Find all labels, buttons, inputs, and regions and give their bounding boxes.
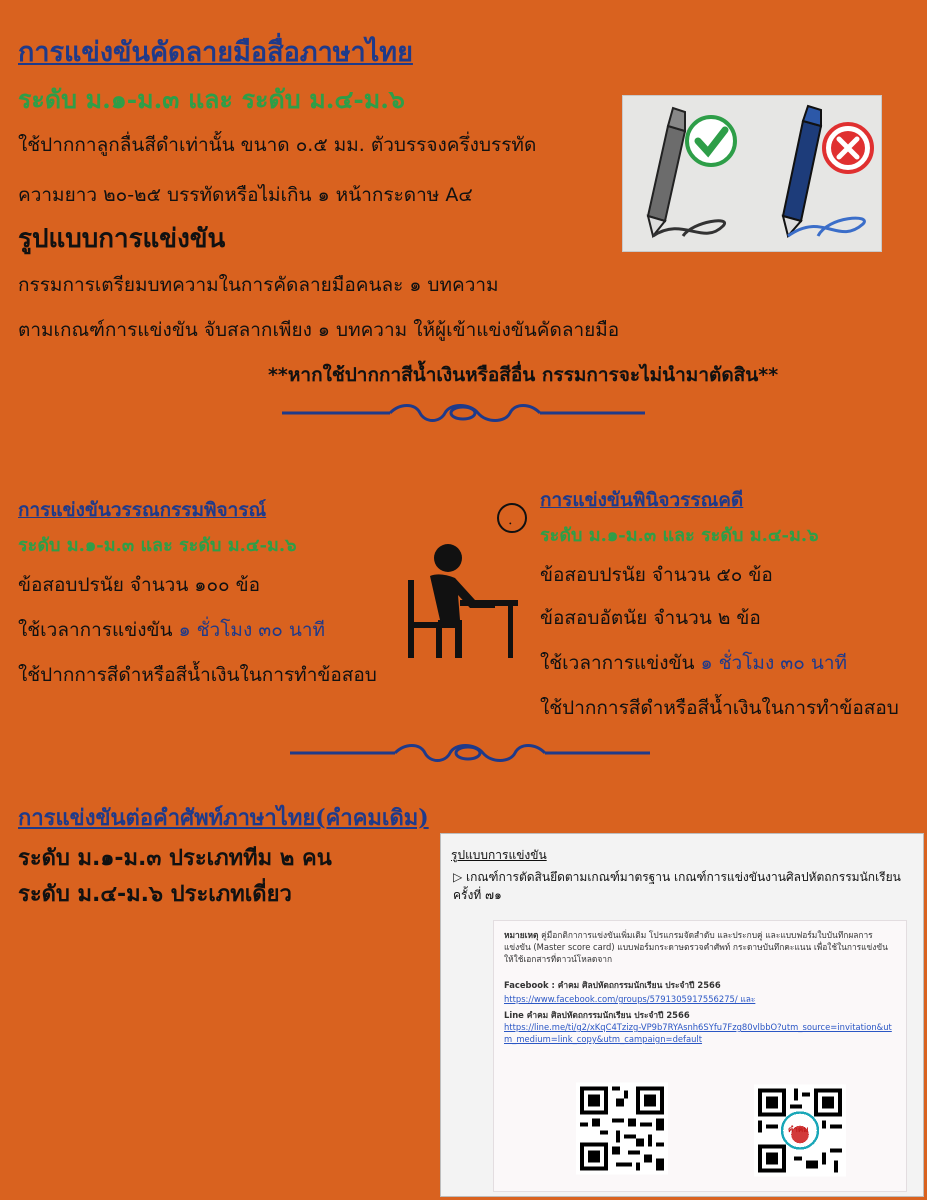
section1-length-rule: ความยาว ๒๐-๒๕ บรรทัดหรือไม่เกิน ๑ หน้ากระดาษ A๔ — [18, 184, 473, 206]
section3-time-value: ๑ ชั่วโมง ๓๐ นาที — [700, 652, 848, 674]
section3-time-label: ใช้เวลาการแข่งขัน — [540, 652, 701, 674]
section2-time-label: ใช้เวลาการแข่งขัน — [18, 619, 179, 641]
section2-objective-questions: ข้อสอบปรนัย จำนวน ๑๐๐ ข้อ — [18, 574, 261, 596]
section3-subjective-questions: ข้อสอบอัตนัย จำนวน ๒ ข้อ — [540, 607, 761, 629]
section1-format-heading: รูปแบบการแข่งขัน — [18, 224, 226, 254]
pen-illustration — [622, 95, 882, 252]
check-icon — [687, 117, 735, 165]
section1-warning-note: **หากใช้ปากกาสีน้ำเงินหรือสีอื่น กรรมการจะไม่นำมาตัดสิน** — [268, 364, 779, 386]
facebook-link[interactable]: https://www.facebook.com/groups/579130591755627​5/ และ — [504, 994, 756, 1004]
section2-title: การแข่งขันวรรณกรรมพิจารณ์ — [18, 499, 267, 521]
section3-marker — [497, 503, 527, 533]
section2-time — [18, 615, 325, 645]
note-label: หมายเหตุ — [504, 930, 539, 940]
section1-format-line2: ตามเกณฑ์การแข่งขัน จับสลากเพียง ๑ บทความ ให้ผู้เข้าแข่งขันคัดลายมือ — [18, 319, 620, 341]
section2-level: ระดับ ม.๑-ม.๓ และ ระดับ ม.๔-ม.๖ — [18, 535, 297, 556]
facebook-label: Facebook : คำคม ศิลปหัตถกรรมนักเรียน ประจำปี 2566 — [504, 980, 721, 990]
panel-criteria: ▷ เกณฑ์การตัดสินยึดตามเกณฑ์มาตรฐาน เกณฑ์การแข่งขันงานศิลปหัตถกรรมนักเรียน ครั้งที่ ๗๑ — [453, 870, 901, 902]
competition-format-panel — [440, 833, 924, 1197]
panel-heading: รูปแบบการแข่งขัน — [451, 848, 547, 862]
section1-level: ระดับ ม.๑-ม.๓ และ ระดับ ม.๔-ม.๖ — [18, 85, 405, 114]
section4-senior-level: ระดับ ม.๔-ม.๖ ประเภทเดี่ยว — [18, 882, 292, 907]
section4-junior-level: ระดับ ม.๑-ม.๓ ประเภททีม ๒ คน — [18, 846, 332, 871]
line-qr-code — [754, 1083, 846, 1178]
cross-icon — [824, 124, 872, 172]
section1-pen-rule: ใช้ปากกาลูกลื่นสีดำเท่านั้น ขนาด ๐.๕ มม. ตัวบรรจงครึ่งบรรทัด — [18, 134, 537, 156]
section3-time — [540, 648, 847, 678]
section3-title: การแข่งขันพินิจวรรณคดี — [540, 489, 744, 511]
section2-pen-rule: ใช้ปากการสีดำหรือสีน้ำเงินในการทำข้อสอบ — [18, 664, 377, 686]
section3-level: ระดับ ม.๑-ม.๓ และ ระดับ ม.๔-ม.๖ — [540, 525, 819, 546]
section1-format-line1: กรรมการเตรียมบทความในการคัดลายมือคนละ ๑ บทความ — [18, 274, 499, 296]
note-paragraph — [504, 929, 896, 965]
note-body: คู่มือกติกาการแข่งขันเพิ่มเติม โปรแกรมจัดสำดับ และประกบคู่ และแบบฟอร์มใบบันทึกผลการแข่งขัน (Master score card) แบบฟอร์มกระดาษตรวจคำศัพท์ กระดาษบันทึกคะแนน เพื่อใช้ในการแข่งขัน ให้ใช้เอกสารที่ดาวน์โหลดจาก — [504, 930, 888, 964]
ornamental-divider — [0, 398, 927, 428]
line-link[interactable]: https://line.me/ti/g2/xKqC4Tzizg-VP9b7RYAsnh6SYfu7Fzg80vlbbO?utm_source=invitation&utm_medium=link_copy&utm_campaign=default — [504, 1022, 892, 1044]
ornamental-divider — [0, 738, 927, 768]
section2-time-value: ๑ ชั่วโมง ๓๐ นาที — [178, 619, 326, 641]
section3-objective-questions: ข้อสอบปรนัย จำนวน ๕๐ ข้อ — [540, 564, 773, 586]
facebook-qr-code — [576, 1081, 668, 1176]
panel-note-card — [493, 920, 907, 1192]
student-writing-icon — [400, 540, 520, 660]
qr-logo-label: คำคม — [788, 1125, 809, 1134]
section1-title: การแข่งขันคัดลายมือสื่อภาษาไทย — [18, 37, 413, 68]
section4-title: การแข่งขันต่อคำศัพท์ภาษาไทย(คำคมเดิม) — [18, 805, 429, 831]
line-label: Line คำคม ศิลปหัตถกรรมนักเรียน ประจำปี 2566 — [504, 1010, 690, 1020]
section3-pen-rule: ใช้ปากการสีดำหรือสีน้ำเงินในการทำข้อสอบ — [540, 697, 899, 719]
